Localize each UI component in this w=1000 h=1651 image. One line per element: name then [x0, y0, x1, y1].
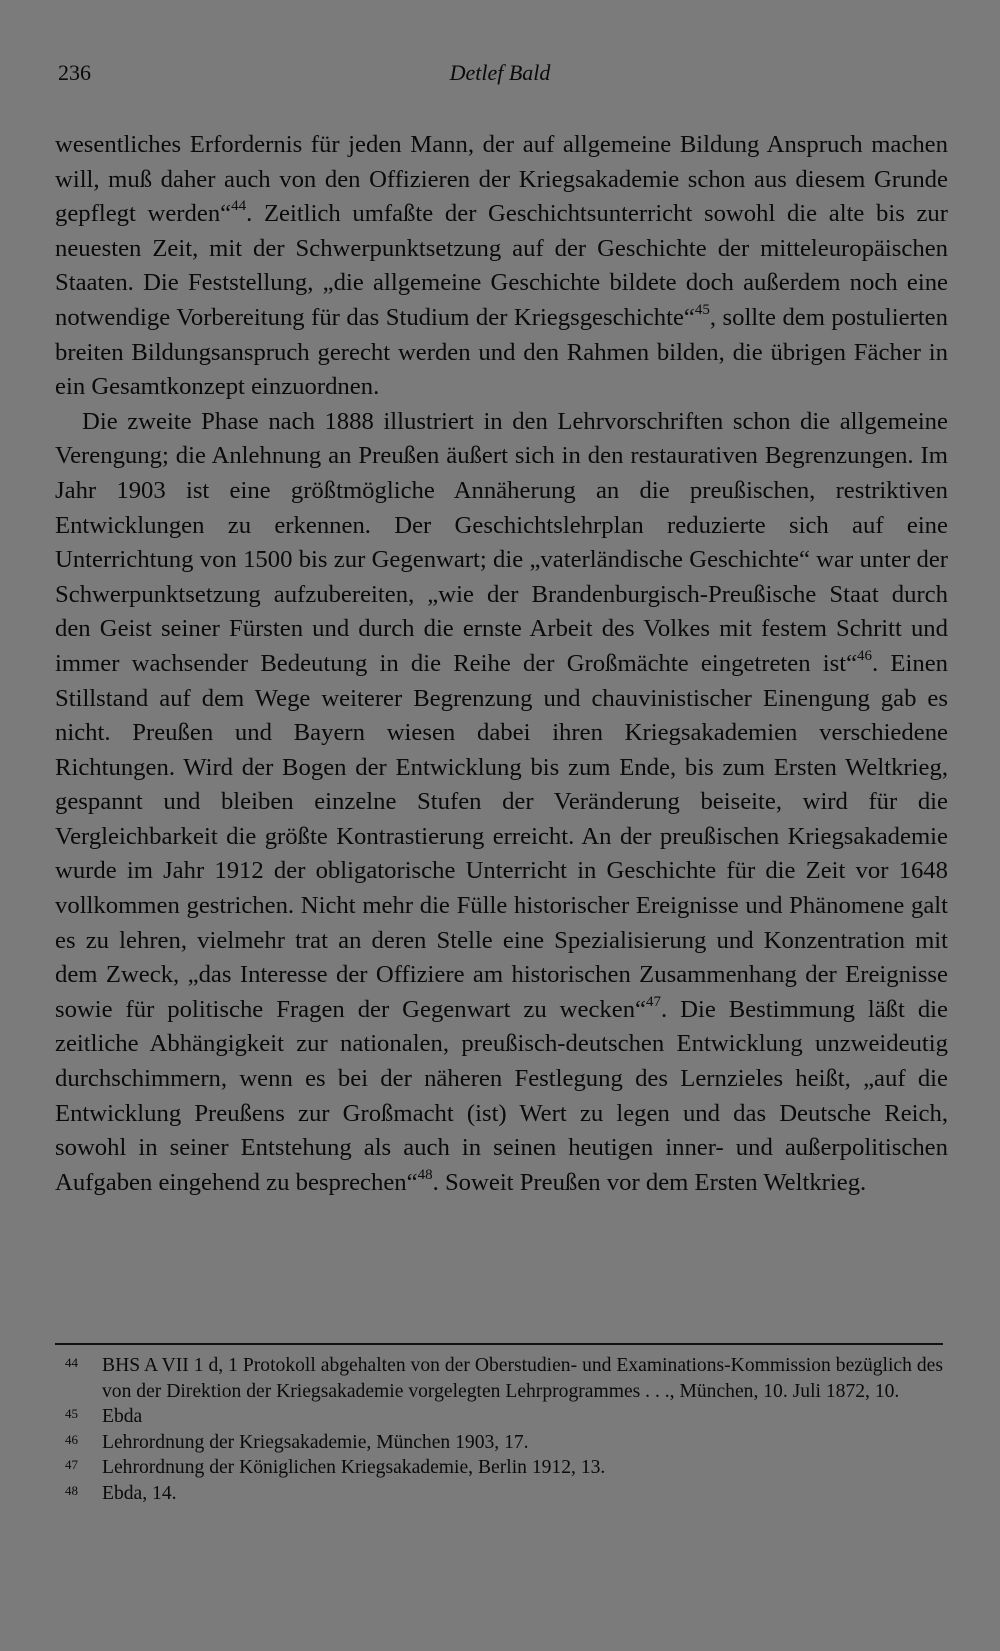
footnote-number: 46	[65, 1431, 78, 1447]
paragraph	[55, 128, 948, 405]
footnote-number: 48	[65, 1482, 78, 1498]
footnote-text: Ebda	[102, 1406, 143, 1428]
text-run: , sollte dem postulierten breiten Bildungsanspruch gerecht werden und den Rahmen bilden, die übrigen Fächer in ein Gesamtkonzept einzuordnen.	[55, 303, 948, 401]
paragraph	[55, 405, 948, 1201]
text-run: wesentliches Erfordernis für jeden Mann, der auf allgemeine Bildung Anspruch machen will, muß daher auch von den Offizieren der Kriegsakademie schon aus diesem Grunde gepflegt werden“	[55, 131, 948, 228]
footnote-ref: 44	[231, 197, 247, 214]
footnotes	[55, 1353, 943, 1507]
footnote-number: 45	[65, 1406, 78, 1422]
text-run: . Zeitlich umfaßte der Geschichtsunterricht sowohl die alte bis zur neuesten Zeit, mit der Schwerpunktsetzung auf der Geschichte der mitteleuropäischen Staaten. Die Feststellung, „die allgemeine Geschichte bildete doch außerdem noch eine notwendige Vorbereitung für das Studium der Kriegsgeschichte“	[55, 200, 948, 331]
footnote-text: Lehrordnung der Kriegsakademie, München 1903, 17.	[102, 1431, 529, 1453]
footnote-text: Lehrordnung der Königlichen Kriegsakademie, Berlin 1912, 13.	[102, 1457, 606, 1479]
footnote-ref: 45	[694, 301, 710, 318]
footnote	[55, 1455, 943, 1481]
footnote-ref: 47	[646, 993, 662, 1010]
page-header	[58, 56, 942, 96]
footnote-ref: 46	[857, 647, 873, 664]
text-run: . Soweit Preußen vor dem Ersten Weltkrieg.	[432, 1168, 867, 1196]
footnote-number: 47	[65, 1457, 78, 1473]
text-run: Die zweite Phase nach 1888 illustriert in den Lehrvorschriften schon die allgemeine Verengung; die Anlehnung an Preußen äußert sich in den restaurativen Begrenzungen. Im Jahr 1903 ist eine größtmögliche Annäherung an die preußischen, restriktiven Entwicklungen zu erkennen. Der Geschichtslehrplan reduzierte sich auf eine Unterrichtung von 1500 bis zur Gegenwart; die „vaterländische Geschichte“ war unter der Schwerpunktsetzung aufzubereiten, „wie der Brandenburgisch-Preußische Staat durch den Geist seiner Fürsten und durch die ernste Arbeit des Volkes mit festem Schritt und immer wachsender Bedeutung in die Reihe der Großmächte eingetreten ist“	[55, 407, 948, 677]
body-text	[55, 128, 948, 1200]
footnote-rule	[55, 1343, 943, 1345]
footnote	[55, 1353, 943, 1404]
running-title: Detlef Bald	[449, 60, 551, 85]
footnote-ref: 48	[417, 1166, 433, 1183]
footnote-text: Ebda, 14.	[102, 1482, 177, 1504]
footnote-text: BHS A VII 1 d, 1 Protokoll abgehalten von der Oberstudien- und Examinations-Kommission bezüglich des von der Direktion der Kriegsakademie vorgelegten Lehrprogrammes . . ., München, 10. Juli 1872, 10.	[102, 1355, 943, 1402]
footnote	[55, 1430, 943, 1456]
page-number: 236	[58, 60, 91, 85]
footnote-number: 44	[65, 1355, 78, 1370]
footnote	[55, 1404, 943, 1430]
text-run: . Einen Stillstand auf dem Wege weiterer Begrenzung und chauvinistischer Einengung gab es nicht. Preußen und Bayern wiesen dabei ihren Kriegsakademien verschiedene Richtungen. Wird der Bogen der Entwicklung bis zum Ende, bis zum Ersten Weltkrieg, gespannt und bleiben einzelne Stufen der Veränderung beiseite, wird für die Vergleichbarkeit die größte Kontrastierung erreicht. An der preußischen Kriegsakademie wurde im Jahr 1912 der obligatorische Unterricht in Geschichte für die Zeit vor 1648 vollkommen gestrichen. Nicht mehr die Fülle historischer Ereignisse und Phänomene galt es zu lehren, vielmehr trat an deren Stelle eine Spezialisierung und Konzentration mit dem Zweck, „das Interesse der Offiziere am historischen Zusammenhang der Ereignisse sowie für politische Fragen der Gegenwart zu wecken“	[55, 649, 948, 1023]
footnote	[55, 1481, 943, 1507]
text-run: . Die Bestimmung läßt die zeitliche Abhängigkeit zur nationalen, preußisch-deutschen Entwicklung unzweideutig durchschimmern, wenn es bei der näheren Festlegung des Lernzieles heißt, „auf die Entwicklung Preußens zur Großmacht (ist) Wert zu legen und das Deutsche Reich, sowohl in seiner Entstehung als auch in seinen heutigen inner- und außerpolitischen Aufgaben eingehend zu besprechen“	[55, 995, 948, 1196]
